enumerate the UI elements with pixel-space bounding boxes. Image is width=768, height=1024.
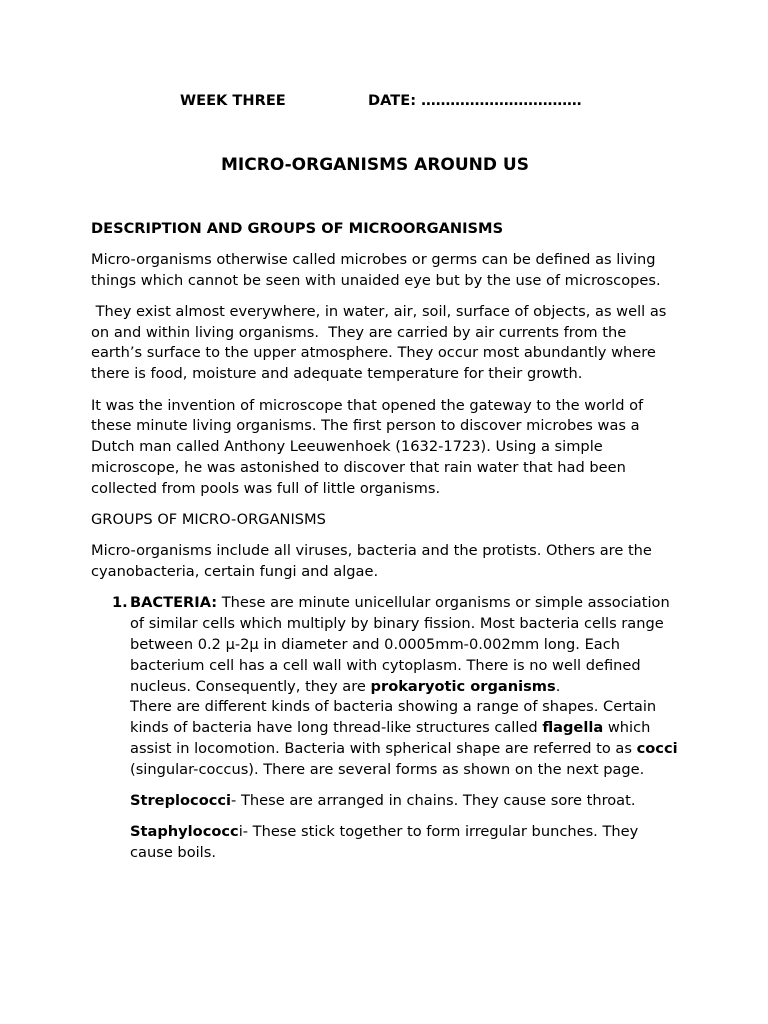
paragraph-habitat: They exist almost everywhere, in water, air, soil, surface of objects, as well as on and within living organisms. They are carried by air currents from the earth’s surface to the upper atmosphere. They occur most abundantly where there is food, moisture and adequate temperature for their growth. <box>91 302 672 383</box>
staphylococci-term: Staphylococc <box>130 823 239 841</box>
document-body <box>91 219 681 875</box>
week-label: WEEK THREE <box>180 92 286 109</box>
list-item-bacteria <box>91 593 681 864</box>
bacteria-paragraph <box>130 593 681 697</box>
header-line <box>180 92 582 109</box>
staphylococci-text: i- These stick together to form irregular bunches. They cause boils. <box>130 823 639 862</box>
page-title: MICRO-ORGANISMS AROUND US <box>221 155 529 175</box>
bacteria-text-1: These are minute unicellular organisms or simple association of similar cells which multiply by binary fission. Most bacteria cells range between 0.2 µ-2µ in diameter and 0.0005mm-0.002mm long. Each bacterium cell has a cell wall with cytoplasm. There is no well defined nucleus. Consequently, they are <box>130 594 675 695</box>
bacteria-text-3: There are different kinds of bacteria showing a range of shapes. Certain kinds of bacteria have long thread-like structures called <box>130 698 661 737</box>
cocci-term: cocci <box>636 740 678 758</box>
groups-list <box>91 593 681 864</box>
section-heading: DESCRIPTION AND GROUPS OF MICROORGANISMS <box>91 220 504 237</box>
bacteria-label: BACTERIA: <box>130 594 218 612</box>
date-label: DATE: …………………………… <box>368 92 582 109</box>
list-number: 1. <box>112 594 128 612</box>
bacteria-shapes-paragraph <box>130 697 681 780</box>
streptococci-term: Streplococci <box>130 792 232 810</box>
flagella-term: flagella <box>542 719 604 737</box>
paragraph-definition: Micro-organisms otherwise called microbes or germs can be defined as living things which cannot be seen with unaided eye but by the use of microscopes. <box>91 250 661 289</box>
staphylococci-paragraph <box>130 822 681 864</box>
subheading-groups: GROUPS OF MICRO-ORGANISMS <box>91 511 326 529</box>
streptococci-paragraph <box>130 791 681 812</box>
bacteria-text-2: . <box>555 677 561 695</box>
bacteria-text-5: (singular-coccus). There are several forms as shown on the next page. <box>130 740 683 778</box>
prokaryotic-term: prokaryotic organisms <box>370 677 556 695</box>
paragraph-groups: Micro-organisms include all viruses, bacteria and the protists. Others are the cyanobacteria, certain fungi and algae. <box>91 542 652 581</box>
paragraph-history: It was the invention of microscope that opened the gateway to the world of these minute living organisms. The first person to discover microbes was a Dutch man called Anthony Leeuwenhoek (1632-1723). Using a simple microscope, he was astonished to discover that rain water that had been collected from pools was full of little organisms. <box>91 396 644 497</box>
streptococci-text: - These are arranged in chains. They cause sore throat. <box>231 792 636 810</box>
bacteria-text-4: which assist in locomotion. Bacteria with spherical shape are referred to as <box>130 719 655 758</box>
